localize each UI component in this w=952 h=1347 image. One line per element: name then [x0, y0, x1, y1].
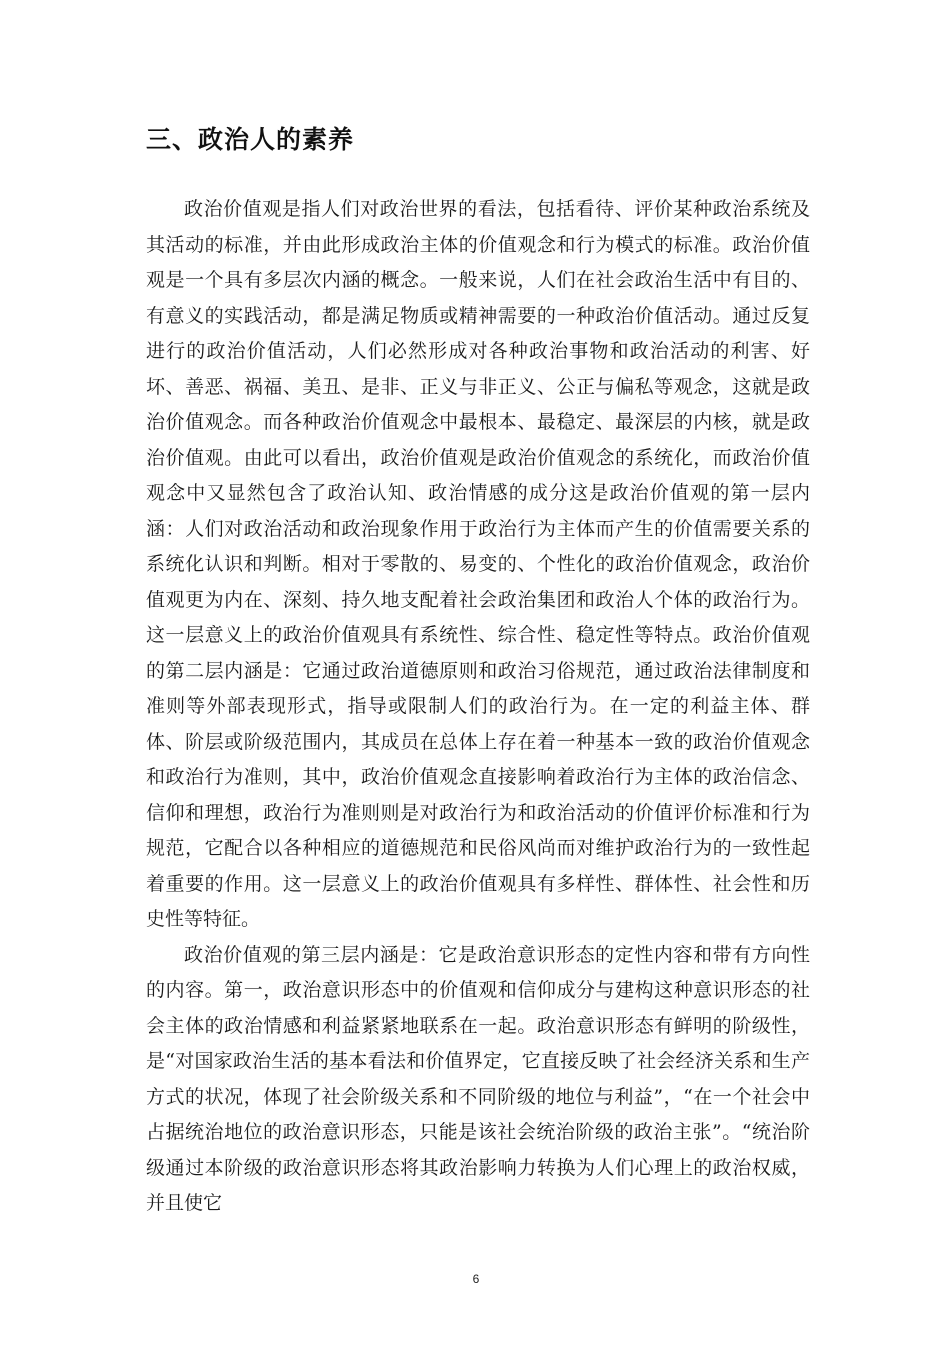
paragraph-1: 政治价值观是指人们对政治世界的看法，包括看待、评价某种政治系统及其活动的标准，并由此形成政治主体的价值观念和行为模式的标准。政治价值观是一个具有多层次内涵的概念。一般来说，人们在社会政治生活中有目的、有意义的实践活动，都是满足物质或精神需要的一种政治价值活动。通过反复进行的政治价值活动，人们必然形成对各种政治事物和政治活动的利害、好坏、善恶、祸福、美丑、是非、正义与非正义、公正与偏私等观念，这就是政治价值观念。而各种政治价值观念中最根本、最稳定、最深层的内核，就是政治价值观。由此可以看出，政治价值观是政治价值观念的系统化，而政治价值观念中又显然包含了政治认知、政治情感的成分这是政治价值观的第一层内涵：人们对政治活动和政治现象作用于政治行为主体而产生的价值需要关系的系统化认识和判断。相对于零散的、易变的、个性化的政治价值观念，政治价值观更为内在、深刻、持久地支配着社会政治集团和政治人个体的政治行为。这一层意义上的政治价值观具有系统性、综合性、稳定性等特点。政治价值观的第二层内涵是：它通过政治道德原则和政治习俗规范，通过政治法律制度和准则等外部表现形式，指导或限制人们的政治行为。在一定的利益主体、群体、阶层或阶级范围内，其成员在总体上存在着一种基本一致的政治价值观念和政治行为准则，其中，政治价值观念直接影响着政治行为主体的政治信念、信仰和理想，政治行为准则则是对政治行为和政治活动的价值评价标准和行为规范，它配合以各种相应的道德规范和民俗风尚而对维护政治行为的一致性起着重要的作用。这一层意义上的政治价值观具有多样性、群体性、社会性和历史性等特征。	[146, 198, 810, 930]
body-text	[146, 192, 810, 1222]
paragraph-2: 政治价值观的第三层内涵是：它是政治意识形态的定性内容和带有方向性的内容。第一，政治意识形态中的价值观和信仰成分与建构这种意识形态的社会主体的政治情感和利益紧紧地联系在一起。政治意识形态有鲜明的阶级性，是“对国家政治生活的基本看法和价值界定，它直接反映了社会经济关系和生产方式的状况，体现了社会阶级关系和不同阶级的地位与利益”，“在一个社会中占据统治地位的政治意识形态，只能是该社会统治阶级的政治主张”。“统治阶级通过本阶级的政治意识形态将其政治影响力转换为人们心理上的政治权威，并且使它	[146, 943, 810, 1214]
section-heading: 三、政治人的素养	[146, 125, 355, 154]
page-number: 6	[472, 1272, 480, 1286]
